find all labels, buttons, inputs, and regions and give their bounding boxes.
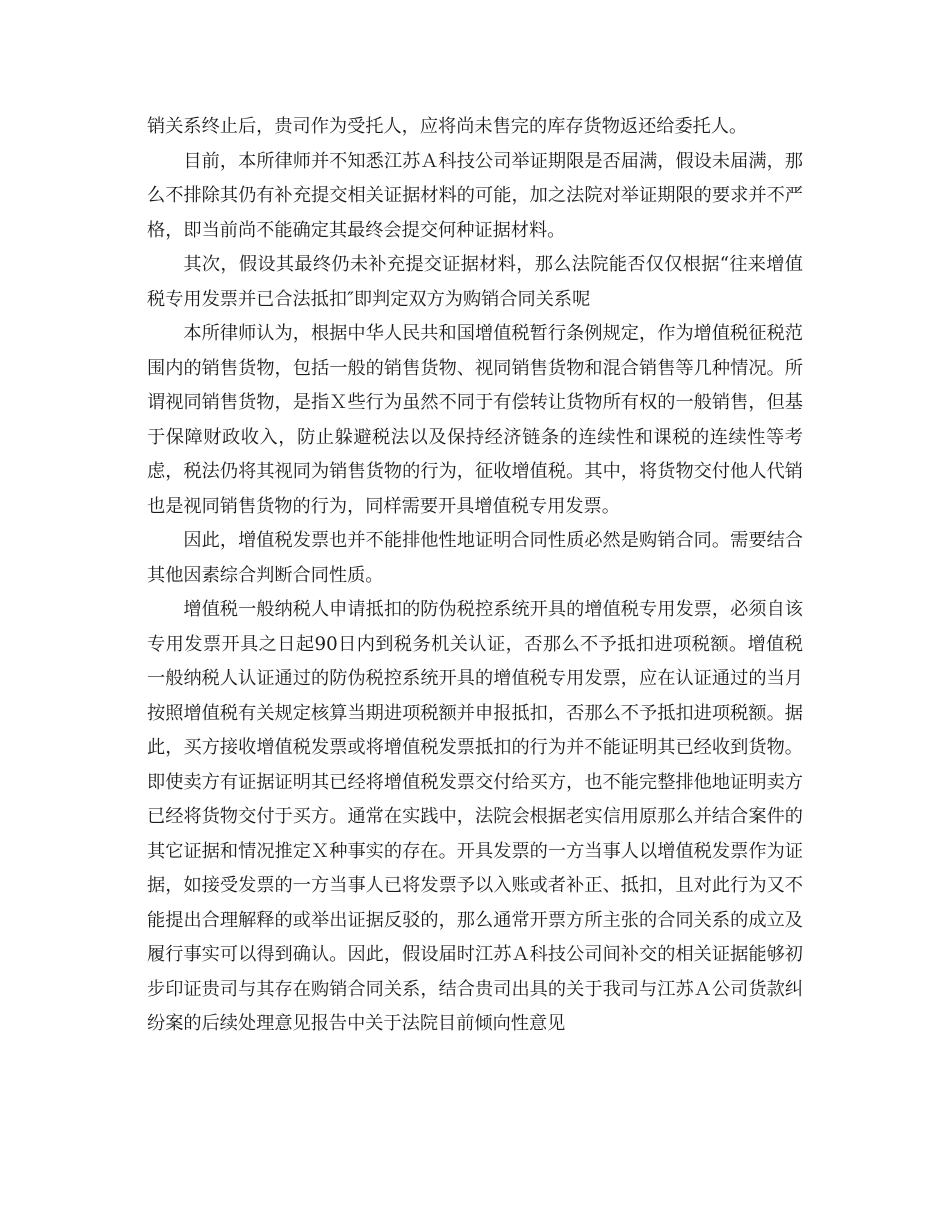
paragraph-6: 增值税一般纳税人申请抵扣的防伪税控系统开具的增值税专用发票，必须自该专用发票开具之日起90日内到税务机关认证，否那么不予抵扣进项税额。增值税一般纳税人认证通过的防伪税控系统开具的增值税专用发票，应在认证通过的当月按照增值税有关规定核算当期进项税额并申报抵扣，否那么不予抵扣进项税额。据此，买方接收增值税发票或将增值税发票抵扣的行为并不能证明其已经收到货物。即使卖方有证据证明其已经将增值税发票交付给买方，也不能完整排他地证明卖方已经将货物交付于买方。通常在实践中，法院会根据老实信用原那么并结合案件的其它证据和情况推定Ｘ种事实的存在。开具发票的一方当事人以增值税发票作为证据，如接受发票的一方当事人已将发票予以入账或者补正、抵扣，且对此行为又不能提出合理解释的或举出证据反驳的，那么通常开票方所主张的合同关系的成立及履行事实可以得到确认。因此，假设届时江苏Ａ科技公司间补交的相关证据能够初步印证贵司与其存在购销合同关系，结合贵司出具的关于我司与江苏Ａ公司货款纠纷案的后续处理意见报告中关于法院目前倾向性意见 <box>147 599 803 1034</box>
paragraph-2: 目前，本所律师并不知悉江苏Ａ科技公司举证期限是否届满，假设未届满，那么不排除其仍有补充提交相关证据材料的可能，加之法院对举证期限的要求并不严格，即当前尚不能确定其最终会提交何种证据材料。 <box>147 150 803 241</box>
document-page <box>147 110 803 1042</box>
paragraph-1: 销关系终止后，贵司作为受托人，应将尚未售完的库存货物返还给委托人。 <box>147 116 748 137</box>
paragraph-5: 因此，增值税发票也并不能排他性地证明合同性质必然是购销合同。需要结合其他因素综合判断合同性质。 <box>147 530 803 586</box>
paragraph-4: 本所律师认为，根据中华人民共和国增值税暂行条例规定，作为增值税征税范围内的销售货物，包括一般的销售货物、视同销售货物和混合销售等几种情况。所谓视同销售货物，是指Ｘ些行为虽然不同于有偿转让货物所有权的一般销售，但基于保障财政收入，防止躲避税法以及保持经济链条的连续性和课税的连续性等考虑，税法仍将其视同为销售货物的行为，征收增值税。其中，将货物交付他人代销也是视同销售货物的行为，同样需要开具增值税专用发票。 <box>147 323 803 517</box>
paragraph-3: 其次，假设其最终仍未补充提交证据材料，那么法院能否仅仅根据“往来增值税专用发票并已合法抵扣″即判定双方为购销合同关系呢 <box>147 254 803 310</box>
